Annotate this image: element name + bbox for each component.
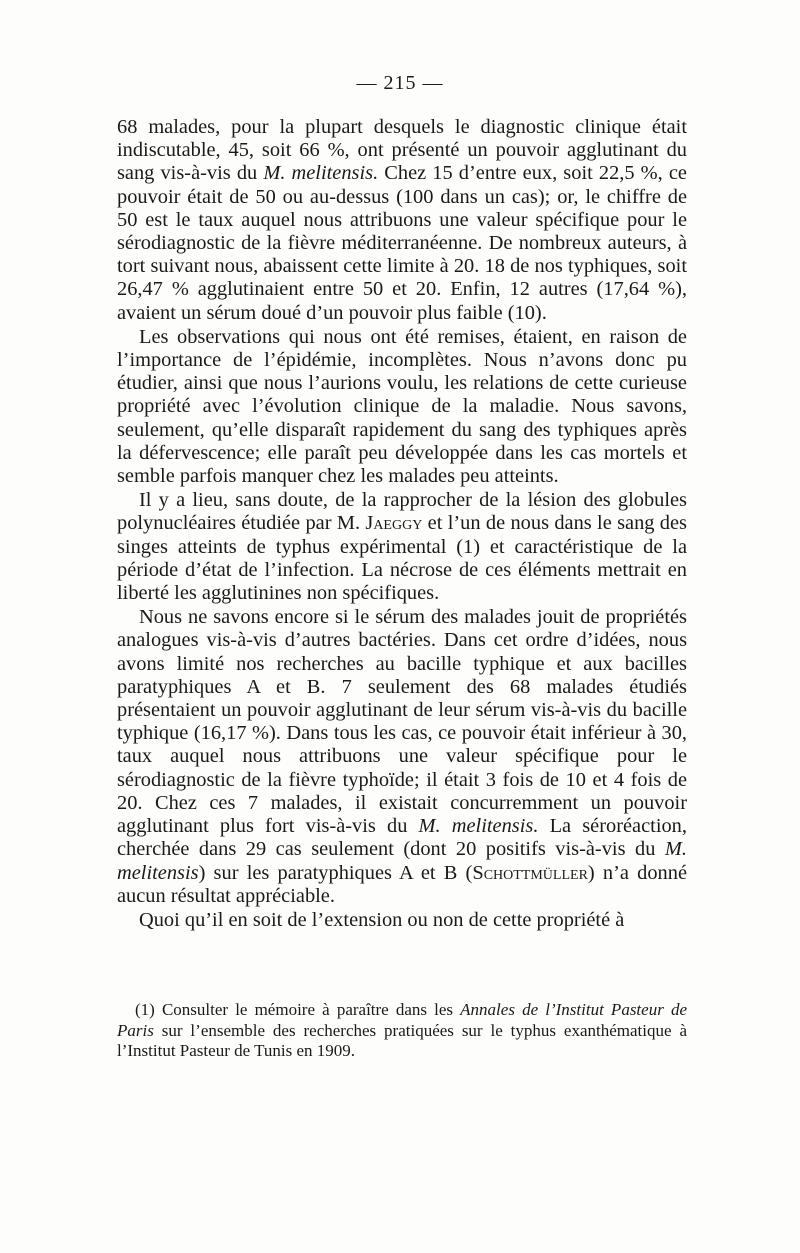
p4-species-name-2: M. melitensis <box>117 838 687 884</box>
p1-text-2: Chez 15 d’entre eux, soit 22,5 %, ce pouvoir était de 50 ou au-dessus (100 dans un cas); or, le chiffre de 50 est le taux auquel nous attribuons une valeur spécifique pour le sérodiagnostic de la fièvre méditerranéenne. De nombreux auteurs, à tort suivant nous, abaissent cette limite à 20. 18 de nos typhiques, soit 26,47 % agglutinaient entre 50 et 20. Enfin, 12 autres (17,64 %), avaient un sérum doué d’un pouvoir plus faible (10). <box>117 162 687 324</box>
p1-species-name: M. melitensis. <box>263 162 379 185</box>
p4-species-name-1: M. melitensis. <box>418 815 539 838</box>
page-number: — 215 — <box>356 72 444 94</box>
paragraph-3 <box>117 489 687 605</box>
footnotes <box>117 1000 687 1062</box>
paragraph-1 <box>117 116 687 325</box>
paragraph-5: Quoi qu’il en soit de l’extension ou non de cette propriété à <box>139 908 625 931</box>
paragraph-2: Les observations qui nous ont été remises, étaient, en raison de l’importance de l’épidémie, incomplètes. Nous n’avons donc pu étudier, ainsi que nous l’aurions voulu, les relations de cette curieuse propriété avec l’évolution clinique de la maladie. Nous savons, seulement, qu’elle disparaît rapidement du sang des typhiques après la défervescence; elle paraît peu développée dans les cas mortels et semble parfois manquer chez les malades peu atteints. <box>117 325 687 488</box>
p3-text-1: Il y a lieu, sans doute, de la rapprocher de la lésion des globules polynucléaires étudiée par M. <box>117 489 687 535</box>
paragraph-4 <box>117 606 687 908</box>
p4-author-name: Schottmüller <box>472 861 588 884</box>
footnote-1 <box>117 1000 687 1062</box>
p4-text-4: ) n’a donné aucun résultat appréciable. <box>117 861 687 907</box>
footnote-journal-title: Annales de l’Institut Pasteur de Paris <box>117 1000 687 1040</box>
p3-text-2: et l’un de nous dans le sang des singes atteints de typhus expérimental (1) et caractéristique de la période d’état de l’infection. La nécrose de ces éléments mettrait en liberté les agglutinines non spécifiques. <box>117 512 687 605</box>
footnote-text-2: sur l’ensemble des recherches pratiquées sur le typhus exanthématique à l’Institut Pasteur de Tunis en 1909. <box>117 1020 687 1060</box>
p4-text-1: Nous ne savons encore si le sérum des malades jouit de propriétés analogues vis-à-vis d’autres bactéries. Dans cet ordre d’idées, nous avons limité nos recherches au bacille typhique et aux bacilles paratyphiques A et B. 7 seulement des 68 malades étudiés présentaient un pouvoir agglutinant de leur sérum vis-à-vis du bacille typhique (16,17 %). Dans tous les cas, ce pouvoir était inférieur à 30, taux auquel nous attribuons une valeur spécifique pour le sérodiagnostic de la fièvre typhoïde; il était 3 fois de 10 et 4 fois de 20. Chez ces 7 malades, il existait concurremment un pouvoir agglutinant plus fort vis-à-vis du <box>117 606 687 838</box>
p3-author-name: Jaeggy <box>365 512 423 535</box>
p4-text-3: ) sur les paratyphiques A et B ( <box>198 861 473 884</box>
body-text <box>117 116 687 932</box>
p4-text-2: La séroréaction, cherchée dans 29 cas seulement (dont 20 positifs vis-à-vis du <box>117 815 687 861</box>
p1-text-1: 68 malades, pour la plupart desquels le diagnostic clinique était indiscutable, 45, soit 66 %, ont présenté un pouvoir agglutinant du sang vis-à-vis du <box>117 116 687 185</box>
footnote-text-1: (1) Consulter le mémoire à paraître dans les <box>135 1000 461 1019</box>
